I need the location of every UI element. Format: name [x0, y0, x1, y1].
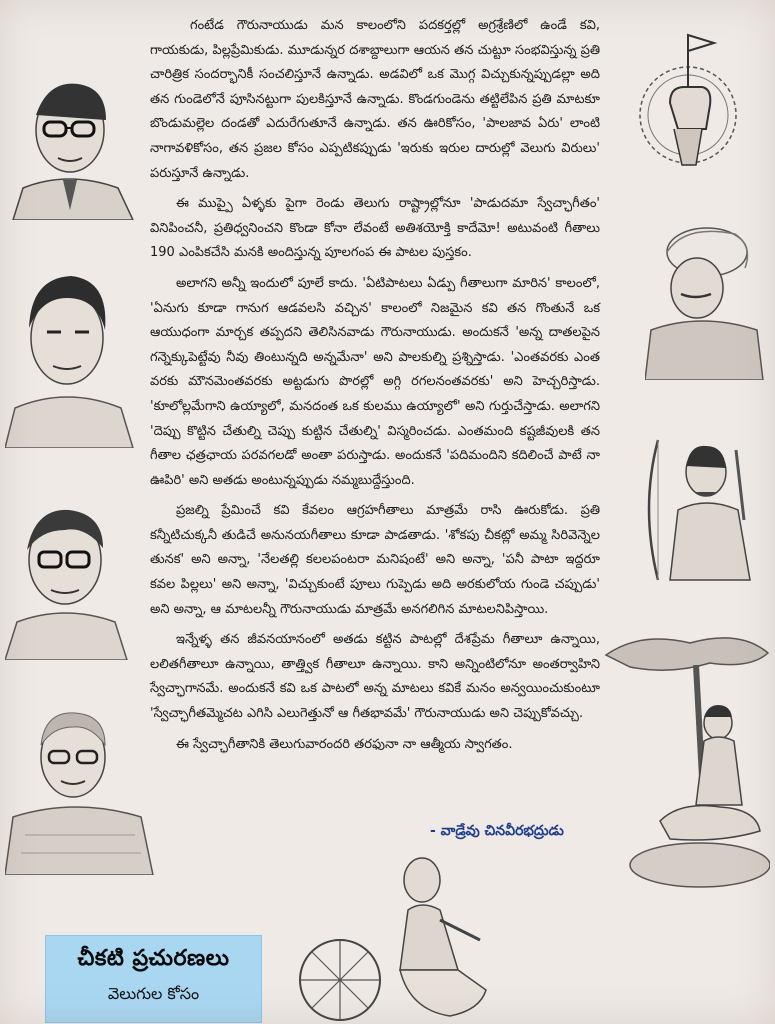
turbaned-man-sketch [645, 220, 765, 380]
spinning-wheel-figure-sketch [290, 840, 510, 1024]
paragraph: ఈ స్వేచ్ఛాగీతానికి తెలుగువారందరి తరఫునా నా ఆత్మీయ స్వాగతం. [176, 736, 513, 752]
portrait-sketch-4 [5, 705, 155, 875]
paragraph: ప్రజల్ని ప్రేమించే కవి కేవలం ఆగ్రహగీతాలు మాత్రమే రాసి ఊరుకోడు. ప్రతి కన్నీటిచుక్కనీ తుడిచే అనునయగీతాలు కూడా పాడతాడు. 'శోకపు చీకట్లో అమ్మ సిరివెన్నెల తునక' అని అన్నా, 'నేలతల్లి కలలపంటరా మనిషంటే' అని అన్నా, 'పనీ పాటా ఇద్దరూ కవల పిల్లలు' అని అన్నా, 'విచ్చుకుంటే పూలు గుప్పెడు అది అరకులోయ గుండె చప్పుడు' అని అన్నా, ఆ మాటలన్నీ గౌరునాయుడు మాత్రమే అనగలిగిన మాటలనిపిస్తాయి. [150, 503, 600, 617]
paragraph: ఇన్నేళ్ళ తన జీవనయానంలో అతడు కట్టిన పాటల్లో దేశప్రేమ గీతాలూ ఉన్నాయి, లలితగీతాలూ ఉన్నాయి, తాత్త్విక గీతాలూ ఉన్నాయి. కాని అన్నింటిలోనూ అంతర్వాహిని స్వేచ్ఛాగానమే. అందుకనే కవి ఒక పాటలో అన్న మాటలు కవికే మనం అన్వయించుకుంటూ 'స్వేచ్ఛాగీతమ్మెచట ఎగిసి ఎలుగెత్తునో ఆ గీతభావమే' గౌరునాయుడు అని చెప్పుకోవచ్చు. [150, 632, 600, 722]
raised-fist-emblem [622, 25, 762, 185]
foreword-text [150, 14, 600, 763]
meditating-man-under-tree-sketch [600, 625, 770, 890]
author-signature: - వాడ్రేవు చినవీరభద్రుడు [430, 823, 564, 839]
publisher-logo-box [45, 935, 262, 1023]
portrait-sketch-3 [5, 500, 130, 660]
publisher-tagline: వెలుగుల కోసం [107, 984, 200, 1003]
paragraph: గంటేడ గౌరునాయుడు మన కాలంలోని పదకర్తల్లో అగ్రశ్రేణిలో ఉండే కవి, గాయకుడు, పిల్లప్రేమికుడు. మూడున్నర దశాబ్దాలుగా ఆయన తన చుట్టూ సంభవిస్తున్న ప్రతి చారిత్రిక సందర్భానికీ సంచలిస్తూనే ఉన్నాడు. అడవిలో ఒక మొగ్గ విచ్చుకున్నప్పుడల్లా అది తన గుండెలోనే పూసినట్టుగా పులకిస్తూనే ఉన్నాడు. కొండగుండెను తట్టిలేపిన ప్రతి మాటకూ బొండుమల్లెల దండతో ఎదురేగుతూనే ఉన్నాడు. తన ఊరికోసం, 'పాలజావ ఏరు' లాంటి నాగావళికోసం, తన ప్రజల కోసం ఎప్పటికప్పుడు 'ఇరుకు ఇరుల దారుల్లో వెలుగు విరులు' పరుస్తూనే ఉన్నాడు. [150, 18, 600, 181]
paragraph: అలాగని అన్నీ ఇందులో పూలే కాదు. 'ఏటిపాటలు ఏడ్పు గీతాలుగా మారిన' కాలంలో, 'ఏనుగు కూడా గానుగ ఆడవలసి వచ్చిన' కాలంలో నిజమైన కవి తన గొంతునే ఒక ఆయుధంగా మార్చక తప్పదని తెలిసినవాడు గౌరునాయుడు. అందుకనే 'అన్న దాతలపైన గన్నెక్కుపెట్టేవు నీవు తింటున్నది అన్నమేనా' అని పాలకుల్ని ప్రశ్నిస్తాడు. 'ఎంతవరకు ఎంత వరకు మౌనమెంతవరకు అట్టడుగు పొరల్లో అగ్గి రగలనంతవరకు' అని హెచ్చరిస్తాడు. 'కూలోల్లమేగాని ఉయ్యాలో, మనదంత ఒక కులము ఉయ్యాలో' అని గుర్తుచేస్తాడు. అలాగని 'దెప్పు కొట్టిన చేతుల్ని చెప్పు కుట్టిన చేతుల్ని' విస్మరించడు. ఎంతమంది కష్టజీవులకి తన గీతాల ఛత్రఛాయ పరవగలడో అంతా పరుస్తాడు. అందుకనే 'పదిమందిని కదిలించే పాటే నా ఊపిరి' అని అతడు అంటున్నప్పుడు నమ్మబుద్దేస్తుంది. [150, 275, 600, 488]
paragraph: ఈ ముప్పై ఏళ్ళకు పైగా రెండు తెలుగు రాష్ట్రాల్లోనూ 'పాడుదమా స్వేచ్ఛాగీతం' వినిపించనీ, ప్రతిధ్వనించని కొండా కోనా లేవంటే అతిశయోక్తి కాదేమో! అటువంటి గీతాలు 190 ఎంపికచేసి మనకి అందిస్తున్న పూలగంప ఈ పాటల పుస్తకం. [150, 196, 600, 261]
portrait-sketch-1 [8, 70, 138, 220]
portrait-sketch-2 [5, 268, 135, 448]
publisher-name: చీకటి ప్రచురణలు [77, 946, 230, 971]
warrior-sketch [640, 430, 765, 585]
